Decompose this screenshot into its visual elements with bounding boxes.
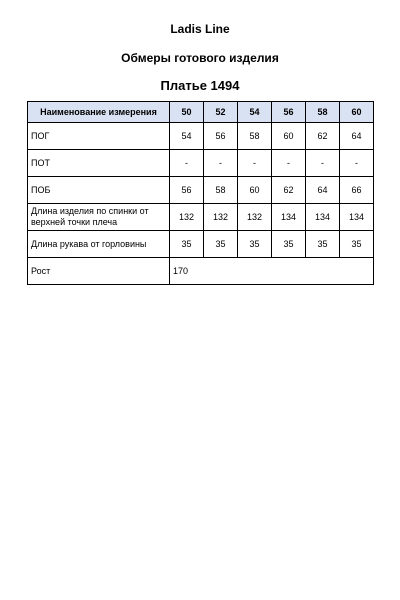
table-row — [28, 231, 374, 258]
size-header: 52 — [204, 102, 238, 123]
measurement-value: - — [306, 150, 340, 177]
height-value: 170 — [170, 258, 374, 285]
table-row — [28, 123, 374, 150]
table-row — [28, 258, 374, 285]
measurement-value: 64 — [340, 123, 374, 150]
size-header: 58 — [306, 102, 340, 123]
measurement-value: 35 — [204, 231, 238, 258]
measurement-value: 134 — [272, 204, 306, 231]
model-title: Платье 1494 — [160, 78, 240, 93]
measurement-value: 62 — [272, 177, 306, 204]
measurement-value: - — [170, 150, 204, 177]
measurement-value: 35 — [272, 231, 306, 258]
table-row — [28, 177, 374, 204]
measurement-name: Длина рукава от горловины — [28, 231, 170, 258]
brand-title: Ladis Line — [170, 22, 230, 36]
measurement-value: 132 — [170, 204, 204, 231]
measurement-value: 134 — [306, 204, 340, 231]
measurement-value: 60 — [238, 177, 272, 204]
measurement-value: 62 — [306, 123, 340, 150]
table-row — [28, 204, 374, 231]
table-row — [28, 150, 374, 177]
document-subtitle: Обмеры готового изделия — [121, 51, 279, 65]
measurement-value: 58 — [204, 177, 238, 204]
measurement-value: 35 — [170, 231, 204, 258]
measurement-value: 66 — [340, 177, 374, 204]
measurement-name: ПОГ — [28, 123, 170, 150]
size-header: 60 — [340, 102, 374, 123]
measurement-value: 56 — [204, 123, 238, 150]
measurement-value: 134 — [340, 204, 374, 231]
measurement-value: 132 — [204, 204, 238, 231]
measurement-value: 35 — [306, 231, 340, 258]
measurement-value: 56 — [170, 177, 204, 204]
measurement-name-header: Наименование измерения — [28, 102, 170, 123]
measurement-value: - — [272, 150, 306, 177]
measurement-value: 35 — [340, 231, 374, 258]
measurement-value: 132 — [238, 204, 272, 231]
measurement-value: 54 — [170, 123, 204, 150]
measurement-value: 64 — [306, 177, 340, 204]
size-header: 54 — [238, 102, 272, 123]
measurement-value: 60 — [272, 123, 306, 150]
measurement-value: 35 — [238, 231, 272, 258]
measurement-name: ПОБ — [28, 177, 170, 204]
measurements-table — [27, 101, 374, 285]
size-header: 56 — [272, 102, 306, 123]
height-label: Рост — [28, 258, 170, 285]
size-header: 50 — [170, 102, 204, 123]
measurement-value: 58 — [238, 123, 272, 150]
measurement-name: ПОТ — [28, 150, 170, 177]
measurement-name: Длина изделия по спинки от верхней точки плеча — [28, 204, 170, 231]
measurement-value: - — [340, 150, 374, 177]
table-header-row — [28, 102, 374, 123]
measurement-value: - — [204, 150, 238, 177]
measurement-value: - — [238, 150, 272, 177]
